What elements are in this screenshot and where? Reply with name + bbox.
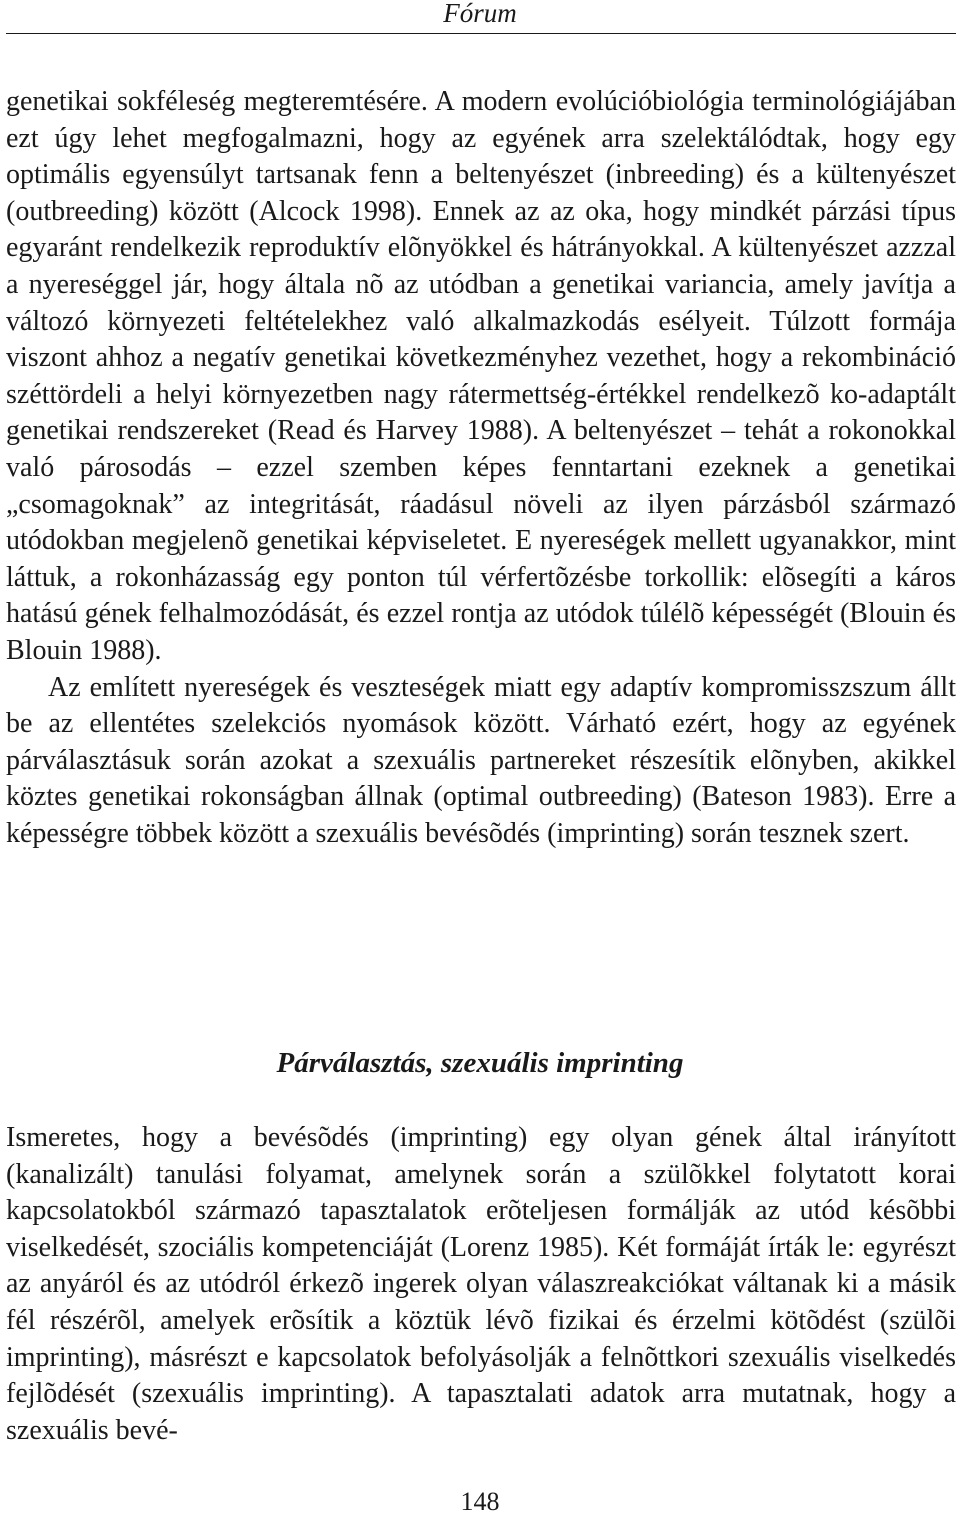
- paragraph: Az említett nyereségek és veszteségek miatt egy adaptív kompromisszszum állt be az ellentétes szelekciós nyomások között. Várható ezért, hogy az egyének párválasztásuk során azokat a szexuális partnereket részesítik elõnyben, akikkel köztes genetikai rokonságban állnak (optimal outbreeding) (Bateson 1983). Erre a képességre többek között a szexuális bevésõdés (imprinting) során tesznek szert.: [6, 671, 956, 849]
- paragraph: Ismeretes, hogy a bevésõdés (imprinting) egy olyan gének által irányított (kanalizált) tanulási folyamat, amelynek során a szülõkkel folytatott korai kapcsolatokból származó tapasztalatok erõteljesen formálják az utód késõbbi viselkedését, szociális kompetenciáját (Lorenz 1985). Két formáját írták le: egyrészt az anyáról és az utódról érkezõ ingerek olyan válaszreakciókat váltanak ki a másik fél részérõl, amelyek erõsítik a köztük lévõ fizikai és érzelmi kötõdést (szülõi imprinting), másrészt e kapcsolatok befolyásolják a felnõttkori szexuális viselkedés fejlõdését (szexuális imprinting). A tapasztalati adatok arra mutatnak, hogy a szexuális bevé-: [6, 1122, 956, 1446]
- paragraph: genetikai sokféleség megteremtésére. A modern evolúcióbiológia terminológiájában ezt úgy lehet megfogalmazni, hogy az egyének arra szelektálódtak, hogy egy optimális egyensúlyt tartsanak fenn a beltenyészet (inbreeding) és a kültenyészet (outbreeding) között (Alcock 1998). Ennek az az oka, hogy mindkét párzási típus egyaránt rendelkezik reproduktív elõnyökkel és hátrányokkal. A kültenyészet azzzal a nyereséggel jár, hogy általa nõ az utódban a genetikai variancia, amely javítja a változó környezeti feltételekhez való alkalmazkodás esélyeit. Túlzott formája viszont ahhoz a negatív genetikai következményhez vezethet, hogy a rekombináció széttördeli a helyi környezetben nagy rátermettség-értékkel rendelkezõ ko-adaptált genetikai rendszereket (Read és Harvey 1988). A beltenyészet – tehát a rokonokkal való párosodás – ezzel szemben képes fenntartani ezeknek a genetikai „csomagoknak” az integritását, ráadásul növeli az ilyen párzásból származó utódokban megjelenõ genetikai képviseletet. E nyereségek mellett ugyanakkor, mint láttuk, a rokonházasság egy ponton túl vérfertõzésbe torkollik: elõsegíti a káros hatású gének felhalmozódását, és ezzel rontja az utódok túlélõ képességét (Blouin és Blouin 1988).: [6, 86, 956, 666]
- body-text-block: [6, 84, 956, 852]
- page-number: 148: [460, 1487, 500, 1516]
- section-heading: Párválasztás, szexuális imprinting: [276, 1047, 684, 1079]
- running-title: Fórum: [443, 0, 517, 28]
- running-header: [0, 0, 960, 30]
- section-body-text: [6, 1120, 956, 1449]
- header-rule: [6, 33, 956, 34]
